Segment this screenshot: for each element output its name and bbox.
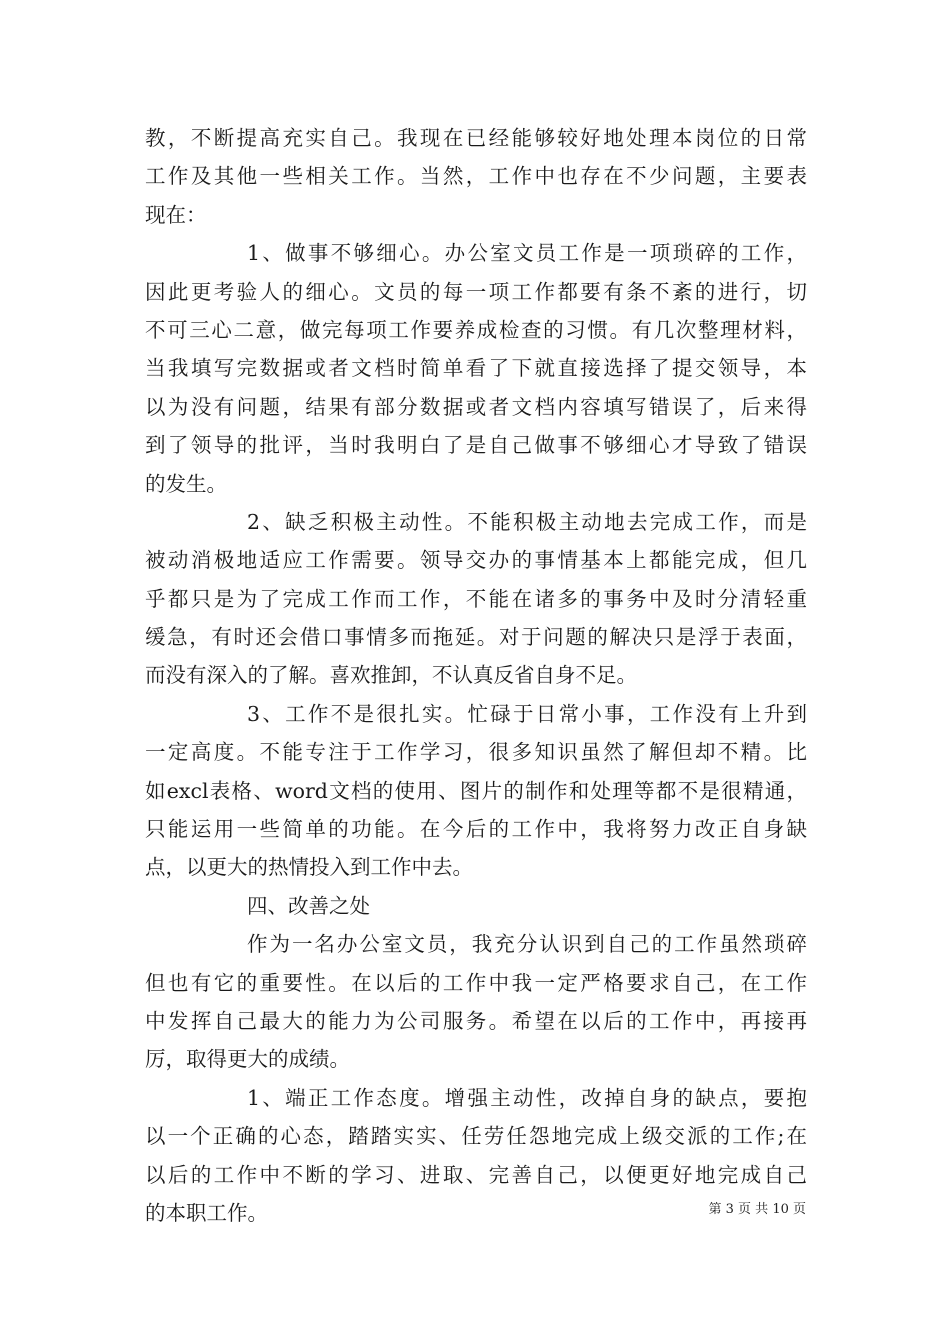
text-line: 中发挥自己最大的能力为公司服务。希望在以后的工作中，再接再 <box>145 1008 807 1033</box>
text-line: 被动消极地适应工作需要。领导交办的事情基本上都能完成，但几 <box>145 548 807 573</box>
text-line: 现在： <box>145 202 207 227</box>
text-line: 四、改善之处 <box>247 893 370 918</box>
text-line: 缓急，有时还会借口事情多而拖延。对于问题的解决只是浮于表面， <box>145 625 807 650</box>
text-line: 3、工作不是很扎实。忙碌于日常小事，工作没有上升到 <box>247 701 807 726</box>
text-line: 以一个正确的心态，踏踏实实、任劳任怨地完成上级交派的工作;在 <box>145 1124 807 1149</box>
text-line: 到了领导的批评，当时我明白了是自己做事不够细心才导致了错误 <box>145 433 807 458</box>
document-body <box>145 119 807 1232</box>
text-line: 工作及其他一些相关工作。当然，工作中也存在不少问题，主要表 <box>145 164 807 189</box>
text-line: 的本职工作。 <box>145 1200 268 1225</box>
text-line: 如excl表格、word文档的使用、图片的制作和处理等都不是很精通， <box>145 778 807 803</box>
text-line: 当我填写完数据或者文档时简单看了下就直接选择了提交领导，本 <box>145 356 807 381</box>
text-line: 但也有它的重要性。在以后的工作中我一定严格要求自己，在工作 <box>145 970 807 995</box>
text-line: 厉，取得更大的成绩。 <box>145 1047 350 1072</box>
text-line: 以为没有问题，结果有部分数据或者文档内容填写错误了，后来得 <box>145 394 807 419</box>
text-line: 不可三心二意，做完每项工作要养成检查的习惯。有几次整理材料， <box>145 317 807 342</box>
page-number-footer: 第 3 页 共 10 页 <box>708 1202 806 1217</box>
text-line: 点，以更大的热情投入到工作中去。 <box>145 855 473 880</box>
text-line: 教，不断提高充实自己。我现在已经能够较好地处理本岗位的日常 <box>145 126 807 150</box>
text-line: 作为一名办公室文员，我充分认识到自己的工作虽然琐碎 <box>247 932 807 957</box>
text-line: 一定高度。不能专注于工作学习，很多知识虽然了解但却不精。比 <box>145 740 807 765</box>
text-line: 1、端正工作态度。增强主动性，改掉自身的缺点，要抱 <box>247 1085 807 1110</box>
text-line: 以后的工作中不断的学习、进取、完善自己，以便更好地完成自己 <box>145 1162 807 1187</box>
text-line: 只能运用一些简单的功能。在今后的工作中，我将努力改正自身缺 <box>145 817 807 842</box>
text-line: 而没有深入的了解。喜欢推卸，不认真反省自身不足。 <box>145 663 637 688</box>
text-line: 因此更考验人的细心。文员的每一项工作都要有条不紊的进行，切 <box>145 279 807 304</box>
text-line: 的发生。 <box>145 471 227 496</box>
text-line: 1、做事不够细心。办公室文员工作是一项琐碎的工作， <box>247 241 807 266</box>
text-line: 乎都只是为了完成工作而工作，不能在诸多的事务中及时分清轻重 <box>145 586 807 611</box>
text-line: 2、缺乏积极主动性。不能积极主动地去完成工作，而是 <box>247 509 807 534</box>
